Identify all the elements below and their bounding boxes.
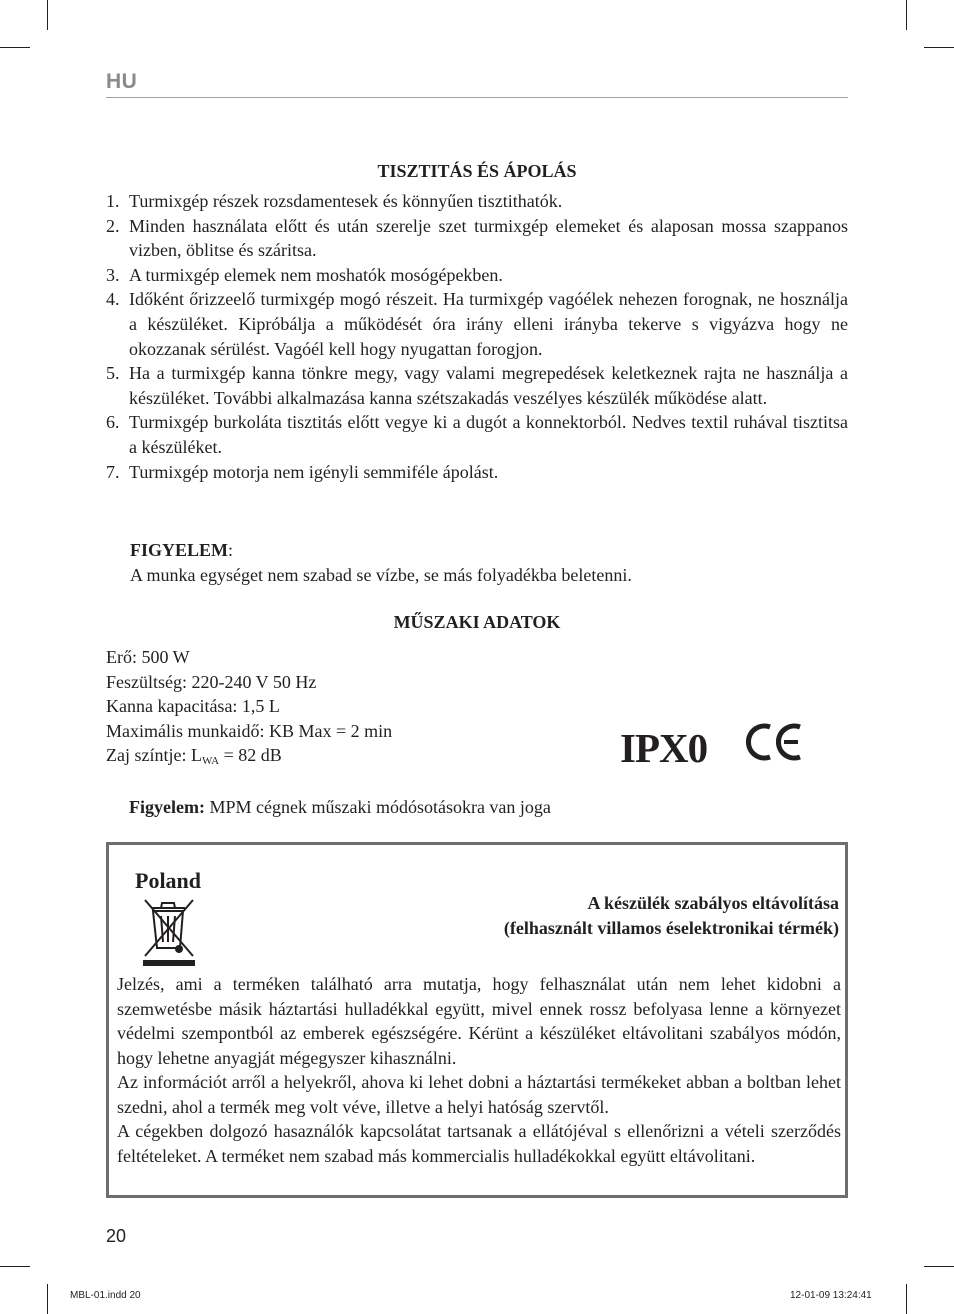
spec-capacity: Kanna kapacitása: 1,5 L — [106, 696, 280, 716]
slug-filename: MBL-01.indd 20 — [70, 1290, 141, 1301]
item-number: 4. — [106, 289, 120, 310]
disposal-title-line2: (felhasznált villamos éselektronikai térmék) — [503, 918, 839, 938]
tech-specs — [106, 645, 392, 774]
crossed-out-wheelie-bin-icon — [139, 896, 197, 968]
list-item — [106, 460, 848, 485]
item-text: Minden használata előtt és után szerelje szet turmixgép elemeket és alaposan mossa szappanos vizben, öblitse és száritsa. — [129, 215, 848, 261]
crop-mark — [47, 1284, 48, 1314]
list-item — [106, 410, 848, 459]
crop-mark — [0, 47, 30, 48]
page-number: 20 — [106, 1226, 127, 1246]
spec-voltage: Feszültség: 220-240 V 50 Hz — [106, 671, 317, 692]
item-text: A turmixgép elemek nem moshatók mosógépekben. — [129, 264, 503, 285]
item-text: Időként őrizzeelő turmixgép mogó részeit. Ha turmixgép vagóélek nehezen forognak, ne hosználja a készüléket. Kipróbálja a működését óra irány elleni irányba tekerve s vigyázva hogy ne okozzanak sérülést. Vagóél kell hogy nyugattan forogjon. — [129, 289, 848, 359]
disposal-box — [106, 842, 848, 1198]
ce-mark-icon — [744, 722, 804, 762]
spec-power: Erő: 500 W — [106, 647, 190, 667]
noise-prefix: Zaj színtje: L — [106, 745, 202, 765]
disposal-paragraph: A cégekben dolgozó hasaználók kapcsolátat tartsanak a ellátójéval s ellenőrizni a vételi szerződés feltételeket. A terméket nem szabad más kommercialis hulladékokkal együtt eltávolitani. — [117, 1121, 841, 1166]
list-item — [106, 214, 848, 263]
noise-value: = 82 dB — [219, 745, 282, 765]
note-line — [129, 797, 551, 818]
cleaning-list — [106, 189, 848, 484]
item-text: Ha a turmixgép kanna tönkre megy, vagy valami megrepedések keletkeznek rajta ne használja a készüléket. További alkalmazása kanna szétszakadás veszélyes készülék működése alatt. — [129, 363, 848, 408]
crop-mark — [906, 0, 907, 30]
spec-max-time: Maximális munkaidő: KB Max = 2 min — [106, 720, 393, 741]
disposal-paragraph: Az információt arről a helyekről, ahova ki lehet dobni a háztartási termékeket abban a boltban lehet szedni, ahol a termék meg volt véve, illetve a helyi hatóság szervtől. — [117, 1072, 841, 1117]
language-code: HU — [106, 70, 138, 93]
item-number: 1. — [106, 191, 120, 211]
disposal-paragraph: Jelzés, ami a terméken található arra mutatja, hogy felhasználat után nem lehet kidobni a szemwetésbe másik háztartási hulladékkal együtt, mivel ennek rossz befolyasa lenne a környezet védelmi szempontból az emberek egészségére. Kérünt a készüléket eltávolitani szabályos módón, hogy lehetne anyagját mégegyszer kihasználni. — [117, 974, 841, 1068]
header-rule — [106, 97, 848, 98]
item-number: 3. — [106, 264, 120, 285]
list-item — [106, 189, 848, 214]
slug-timestamp: 12-01-09 13:24:41 — [790, 1290, 872, 1301]
item-number: 5. — [106, 363, 120, 384]
disposal-body — [117, 972, 841, 1168]
crop-mark — [924, 1266, 954, 1267]
item-number: 6. — [106, 412, 120, 433]
note-text: MPM cégnek műszaki módósotásokra van joga — [204, 797, 551, 817]
noise-subscript: WA — [201, 755, 220, 767]
tech-title: MŰSZAKI ADATOK — [393, 612, 561, 632]
item-text: Turmixgép részek rozsdamentesek és könnyűen tisztithatók. — [129, 191, 563, 211]
item-text: Turmixgép burkoláta tisztitás előtt vegye ki a dugót a konnektorból. Nedves textil ruhával tisztitsa a készüléket. — [129, 412, 848, 457]
item-text: Turmixgép motorja nem igényli semmiféle ápolást. — [129, 461, 499, 482]
crop-mark — [924, 47, 954, 48]
disposal-title — [504, 891, 839, 941]
warning-label: FIGYELEM — [130, 540, 229, 560]
warning-colon: : — [228, 540, 234, 560]
list-item — [106, 263, 848, 288]
list-item — [106, 287, 848, 361]
spec-noise — [106, 743, 392, 774]
crop-mark — [47, 0, 48, 30]
list-item — [106, 361, 848, 410]
item-number: 2. — [106, 215, 120, 236]
country-label: Poland — [135, 868, 202, 893]
item-number: 7. — [106, 461, 120, 482]
cleaning-title: TISZTITÁS ÉS ÁPOLÁS — [377, 161, 577, 181]
warning-text: A munka egységet nem szabad se vízbe, se más folyadékba beletenni. — [130, 565, 632, 585]
crop-mark — [906, 1284, 907, 1314]
disposal-title-line1: A készülék szabályos eltávolítása — [587, 893, 839, 913]
warning-block — [130, 538, 632, 588]
ipx-rating: IPX0 — [620, 725, 708, 771]
note-label: Figyelem: — [129, 797, 205, 817]
crop-mark — [0, 1266, 30, 1267]
